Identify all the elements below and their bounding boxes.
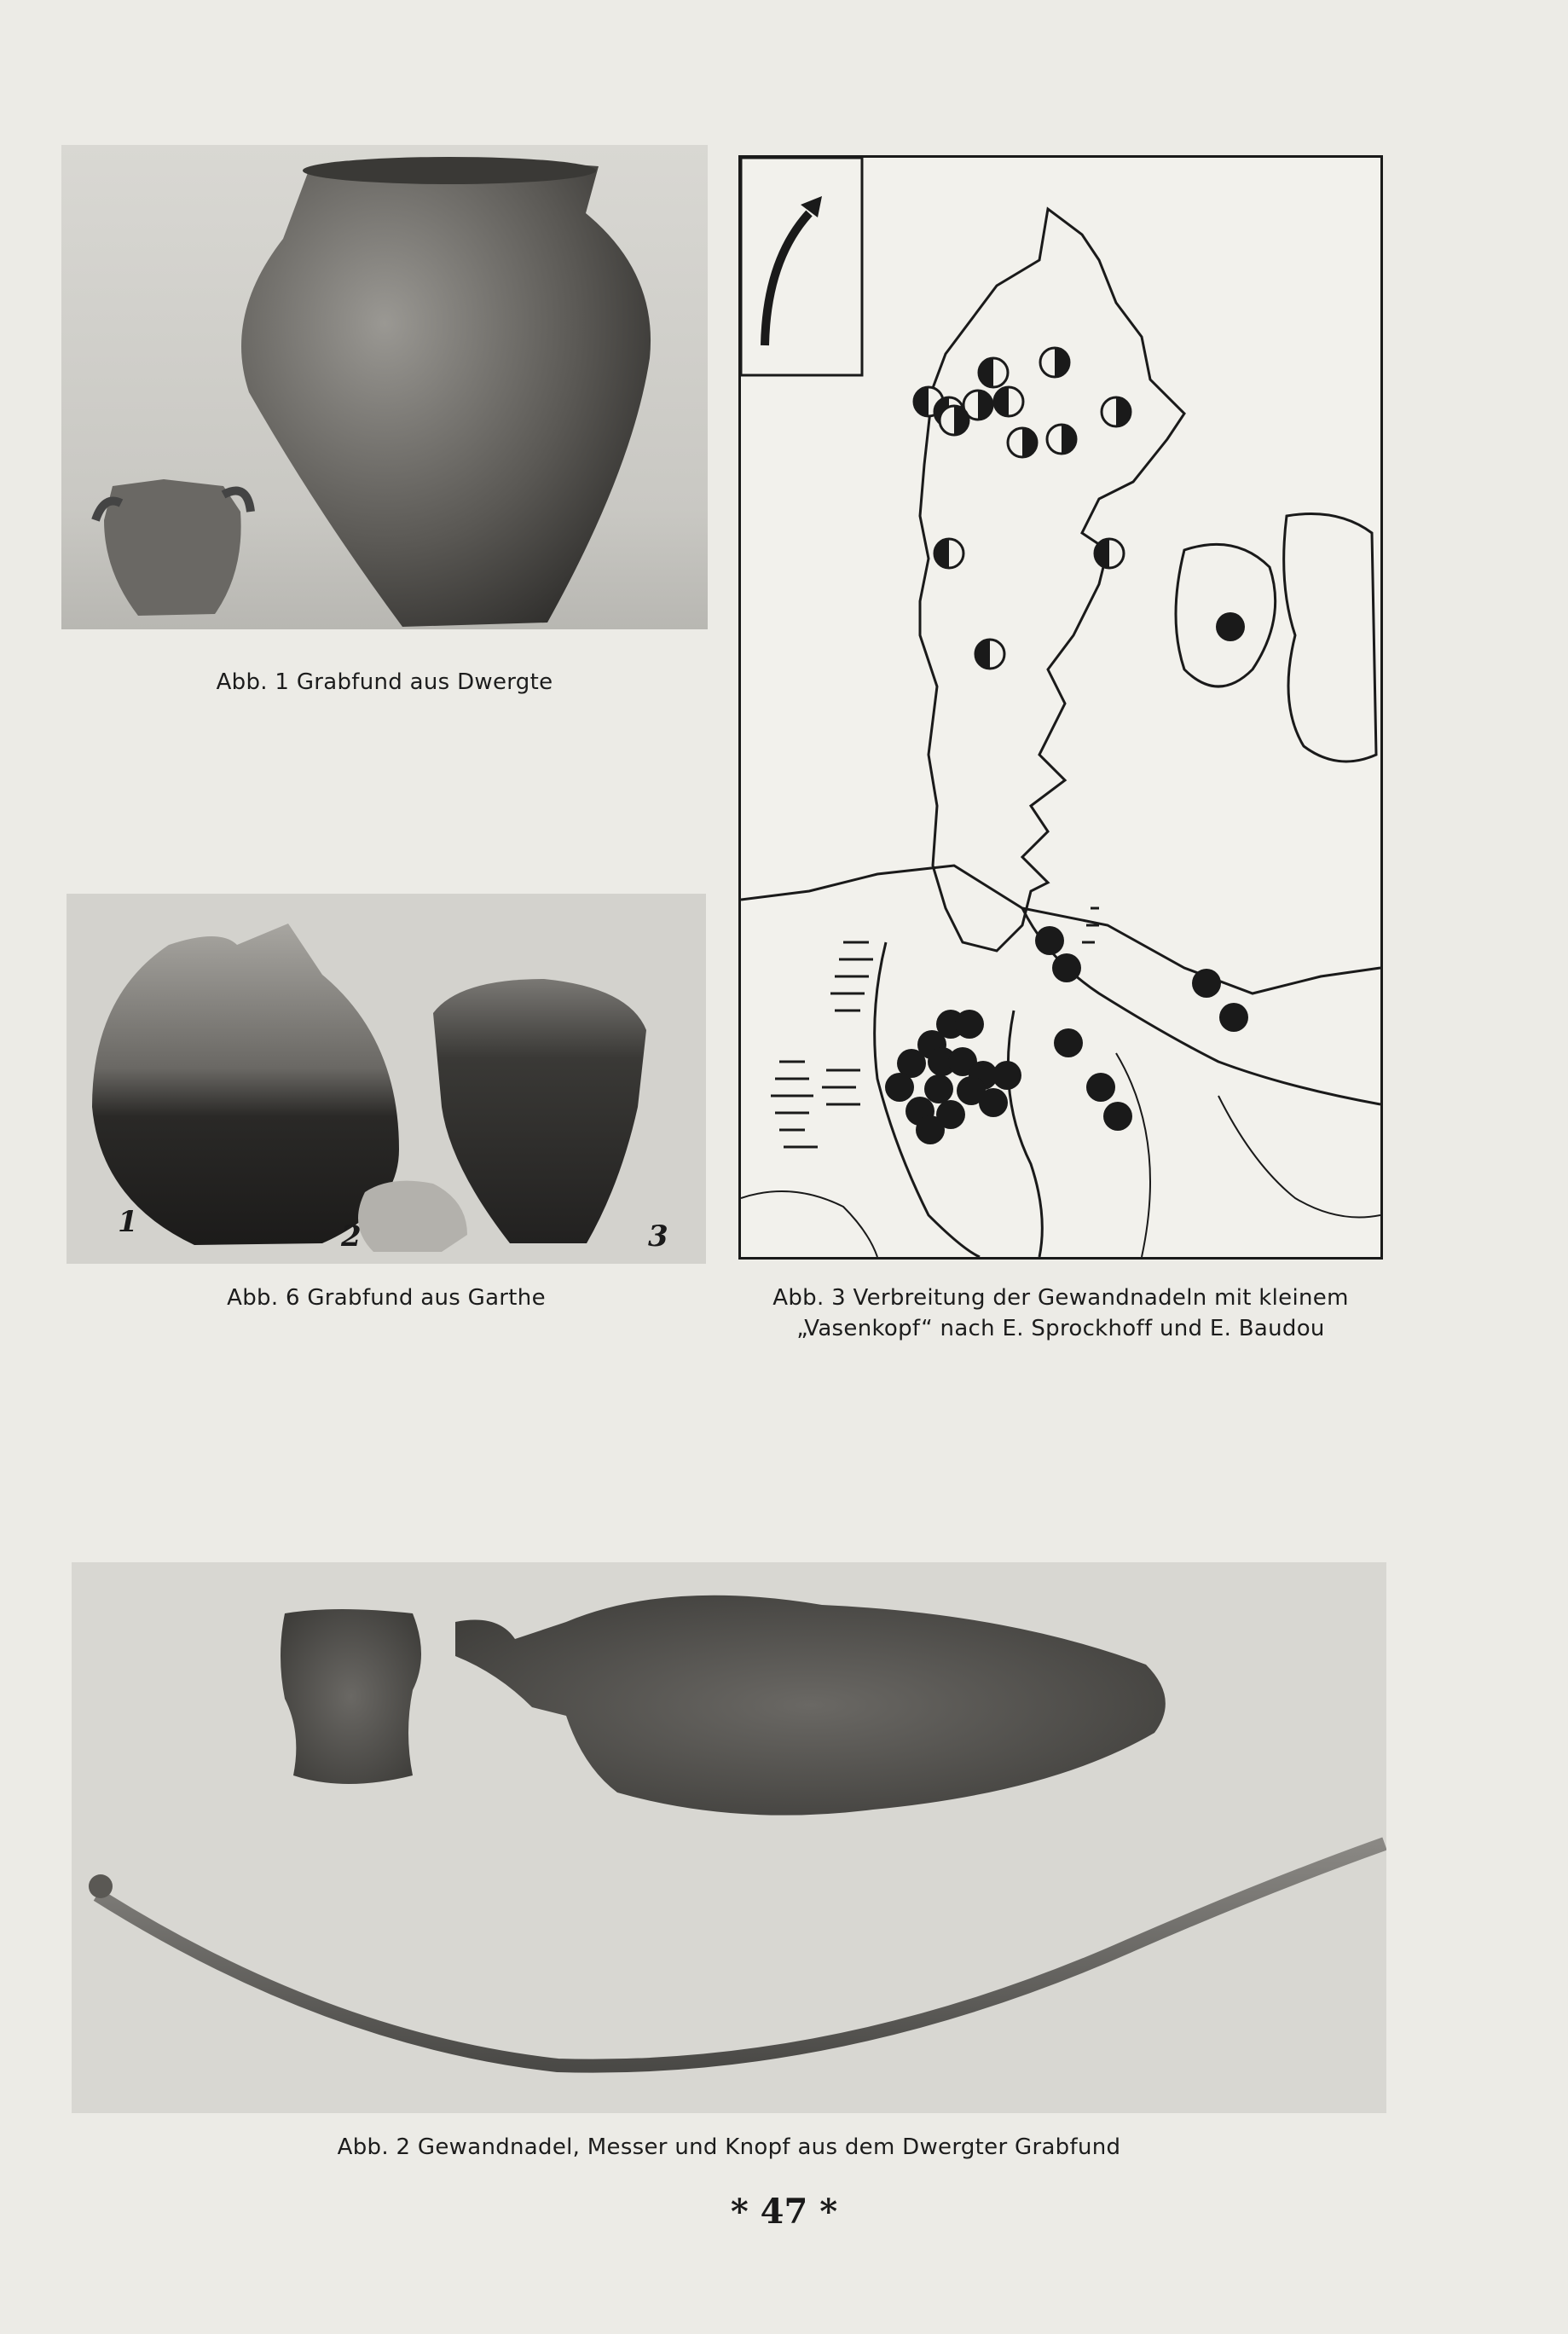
small-vessel [104,479,241,616]
vessel-label-3: 3 [648,1219,668,1254]
figure-abb3-caption [738,1283,1383,1344]
page-number: * 47 * [730,2192,838,2232]
figure-abb6-photo [67,894,706,1264]
coastline-jutland [920,209,1184,951]
figure-abb3-map [738,155,1383,1260]
figure-abb3-caption-line1: Abb. 3 Verbreitung der Gewandnadeln mit kleinem [772,1285,1349,1311]
half-dots [914,348,1131,669]
abb1-vessels-drawing [61,145,708,629]
button-object [281,1609,421,1784]
figure-abb2-caption: Abb. 2 Gewandnadel, Messer und Knopf aus dem Dwergter Grabfund [337,2134,1121,2160]
map-inset-frame [741,158,862,375]
figure-abb1-photo [61,145,708,629]
river-elbe [1022,908,1380,1104]
distribution-map [741,158,1380,1257]
full-dots [885,612,1248,1144]
abb6-vessels-drawing [67,894,706,1264]
vessel-label-2: 2 [341,1219,362,1254]
vessel-label-1: 1 [118,1205,138,1239]
figure-abb1-caption: Abb. 1 Grabfund aus Dwergte [216,669,553,695]
figure-abb2-photo [72,1562,1386,2113]
figure-abb6-caption: Abb. 6 Grabfund aus Garthe [227,1285,546,1311]
abb2-objects-drawing [72,1562,1386,2113]
figure-abb3-caption-line2: „Vasenkopf“ nach E. Sprockhoff und E. Baudou [796,1316,1325,1341]
pin-icon [765,213,809,345]
